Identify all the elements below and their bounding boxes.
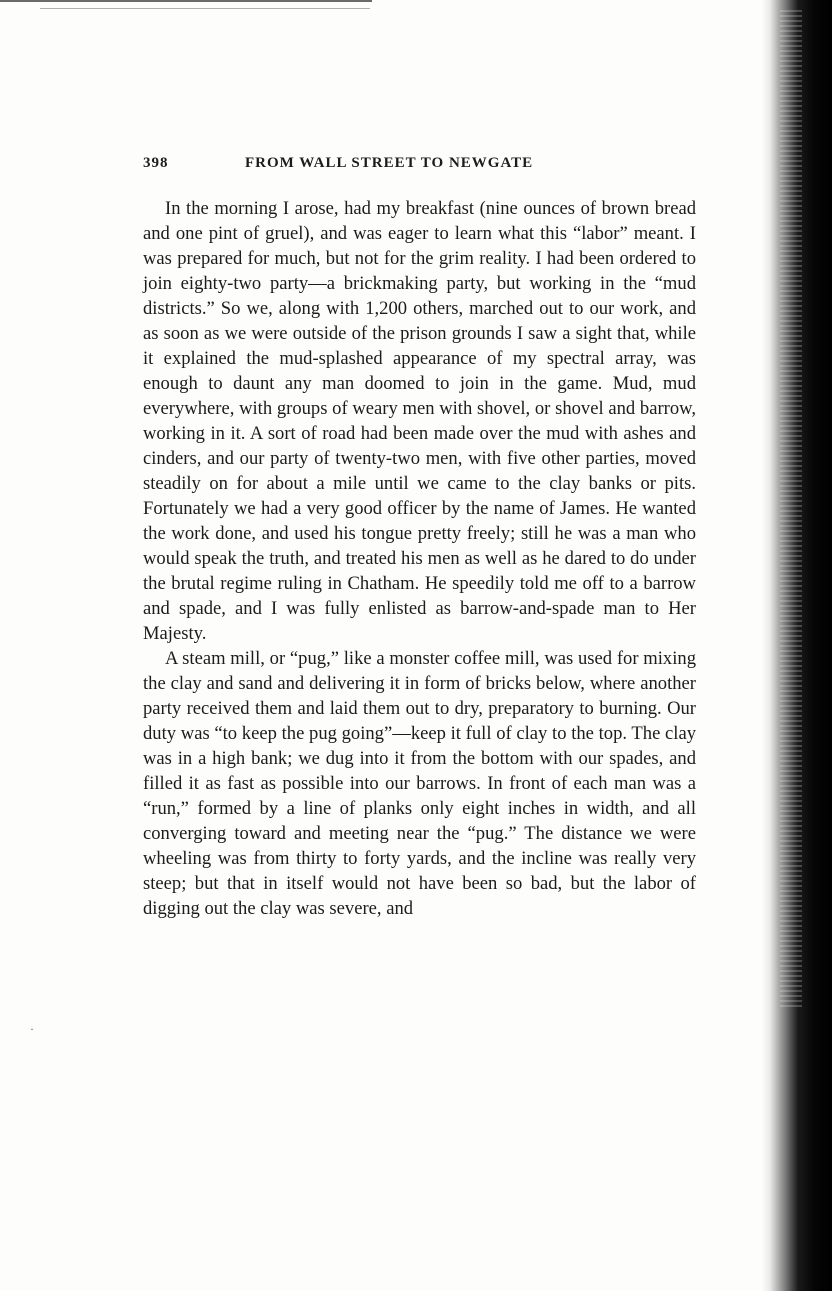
running-head: FROM WALL STREET TO NEWGATE [245, 155, 534, 171]
page-number: 398 [143, 155, 169, 171]
paragraph-2: A steam mill, or “pug,” like a monster coffee mill, was used for mixing the clay and sand and delivering it in form of bricks below, where another party received them and laid them out to dry, preparatory to burning. Our duty was “to keep the pug going”—keep it full of clay to the top. The clay was in a high bank; we dug into it from the bottom with our spades, and filled it as fast as possible into our barrows. In front of each man was a “run,” formed by a line of planks only eight inches in width, and all converging toward and meeting near the “pug.” The distance we were wheeling was from thirty to forty yards, and the incline was really very steep; but that in itself would not have been so bad, but the labor of digging out the clay was severe, and [143, 648, 696, 919]
paragraph-1: In the morning I arose, had my breakfast (nine ounces of brown bread and one pint of gruel), and was eager to learn what this “labor” meant. I was prepared for much, but not for the grim reality. I had been ordered to join eighty-two party—a brickmaking party, but working in the “mud districts.” So we, along with 1,200 others, marched out to our work, and as soon as we were outside of the prison grounds I saw a sight that, while it explained the mud-splashed appearance of my spectral array, was enough to daunt any man doomed to join in the game. Mud, mud everywhere, with groups of weary men with shovel, or shovel and barrow, working in it. A sort of road had been made over the mud with ashes and cinders, and our party of twenty-two men, with five other parties, moved steadily on for about a mile until we came to the clay banks or pits. Fortunately we had a very good officer by the name of James. He wanted the work done, and used his tongue pretty freely; still he was a man who would speak the truth, and treated his men as well as he dared to do under the brutal regime ruling in Chatham. He speedily told me off to a barrow and spade, and I was fully enlisted as barrow-and-spade man to Her Majesty. [143, 198, 696, 644]
page-header [143, 155, 703, 179]
top-rule-secondary [40, 8, 370, 9]
top-rule [0, 0, 372, 2]
binding-texture [780, 10, 802, 1010]
body-text [143, 196, 696, 921]
margin-mark: · [30, 1022, 34, 1036]
